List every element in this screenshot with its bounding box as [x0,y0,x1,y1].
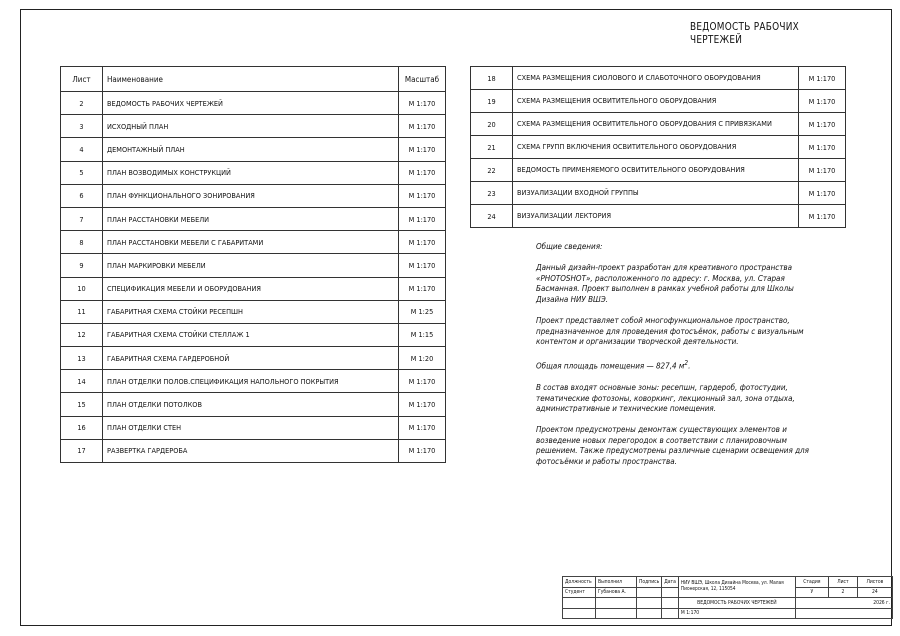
drawing-scale: М 1:170 [799,159,846,182]
sheet-number: 5 [61,161,103,184]
drawing-name: ПЛАН ВОЗВОДИМЫХ КОНСТРУКЦИЙ [103,161,399,184]
table-row [61,393,446,416]
area-suffix: . [688,361,691,371]
stamp-h-position: Должность [563,577,596,588]
drawing-name: ИСХОДНЫЙ ПЛАН [103,115,399,138]
sheet-number: 6 [61,184,103,207]
table-row [471,182,846,205]
drawing-scale: М 1:170 [399,207,446,230]
drawing-name: ВИЗУАЛИЗАЦИИ ВХОДНОЙ ГРУППЫ [513,182,799,205]
sheet-number: 18 [471,67,513,90]
stamp-sheet: 2 [828,587,857,598]
drawing-scale: М 1:25 [399,300,446,323]
notes-heading: Общие сведения: [536,242,603,251]
sheet-number: 24 [471,205,513,228]
table-row [61,347,446,370]
stamp-cell [662,598,679,609]
drawing-scale: М 1:170 [799,113,846,136]
header-sheet: Лист [61,67,103,92]
notes-paragraph: В состав входят основные зоны: ресепшн, гардероб, фотостудии, тематические фотозоны, коворкинг, лекционный зал, зона отдыха, административные и технические помещения. [536,383,795,414]
drawing-scale: М 1:170 [399,370,446,393]
table-row [61,323,446,346]
sheet-number: 16 [61,416,103,439]
sheet-title: ВЕДОМОСТЬ РАБОЧИХ ЧЕРТЕЖЕЙ [690,20,800,46]
header-name: Наименование [103,67,399,92]
title-block [562,576,893,619]
drawing-name: СХЕМА ГРУПП ВКЛЮЧЕНИЯ ОСВИТИТЕЛЬНОГО ОБОРУДОВАНИЯ [513,136,799,159]
sheet-number: 9 [61,254,103,277]
sheet-number: 7 [61,207,103,230]
sheet-number: 15 [61,393,103,416]
table-row [471,136,846,159]
drawing-scale: М 1:170 [399,161,446,184]
sheet-number: 19 [471,90,513,113]
drawing-name: СХЕМА РАЗМЕЩЕНИЯ ОСВИТИТЕЛЬНОГО ОБОРУДОВАНИЯ [513,90,799,113]
sheet-number: 4 [61,138,103,161]
table-row [61,184,446,207]
stamp-stage: У [795,587,828,598]
stamp-cell [563,608,596,619]
drawing-name: ПЛАН ФУНКЦИОНАЛЬНОГО ЗОНИРОВАНИЯ [103,184,399,207]
sheet-number: 11 [61,300,103,323]
stamp-scale: М 1:170 [678,608,795,619]
drawing-name: ГАБАРИТНАЯ СХЕМА ГАРДЕРОБНОЙ [103,347,399,370]
sheet-number: 20 [471,113,513,136]
area-unit-sup: 2 [684,359,689,368]
stamp-year: 2026 г. [795,598,892,609]
drawing-name: СХЕМА РАЗМЕЩЕНИЯ ОСВИТИТЕЛЬНОГО ОБОРУДОВАНИЯ С ПРИВЯЗКАМИ [513,113,799,136]
drawing-scale: М 1:170 [399,277,446,300]
sheet-number: 17 [61,439,103,462]
drawings-register-right [470,66,846,228]
table-header [61,67,446,92]
drawing-name: ПЛАН РАССТАНОВКИ МЕБЕЛИ [103,207,399,230]
stamp-h-date: Дата [662,577,679,588]
stamp-sheets: 24 [857,587,892,598]
stamp-h-stage: Стадия [795,577,828,588]
stamp-role: Студент [563,587,596,598]
table-row [61,92,446,115]
drawing-name: ПЛАН ОТДЕЛКИ ПОЛОВ.СПЕЦИФИКАЦИЯ НАПОЛЬНОГО ПОКРЫТИЯ [103,370,399,393]
drawing-name: ПЛАН ОТДЕЛКИ СТЕН [103,416,399,439]
area-text: Общая площадь помещения — 827,4 м [536,361,685,371]
table-row [61,416,446,439]
drawing-scale: М 1:170 [399,393,446,416]
table-row [61,439,446,462]
stamp-h-done: Выполнил [596,577,637,588]
drawing-name: ГАБАРИТНАЯ СХЕМА СТОЙКИ РЕСЕПШН [103,300,399,323]
stamp-signature [637,587,662,598]
notes-paragraph: Проект представляет собой многофункциональное пространство, предназначенное для проведения фотосъёмок, работы с визуальным контентом и организации творческой деятельности. [536,315,804,347]
drawing-scale: М 1:170 [799,67,846,90]
stamp-date [662,587,679,598]
drawing-scale: М 1:170 [399,231,446,254]
table-row [471,113,846,136]
drawing-name: РАЗВЕРТКА ГАРДЕРОБА [103,439,399,462]
stamp-h-sign: Подпись [637,577,662,588]
stamp-cell [563,598,596,609]
table-row [61,277,446,300]
sheet-number: 3 [61,115,103,138]
table-row [471,159,846,182]
drawing-name: ВЕДОМОСТЬ ПРИМЕНЯЕМОГО ОСВИТИТЕЛЬНОГО ОБОРУДОВАНИЯ [513,159,799,182]
drawing-name: СХЕМА РАЗМЕЩЕНИЯ СИОЛОВОГО И СЛАБОТОЧНОГО ОБОРУДОВАНИЯ [513,67,799,90]
drawing-scale: М 1:170 [399,416,446,439]
table-row [61,254,446,277]
table-row [61,161,446,184]
drawing-scale: М 1:170 [399,439,446,462]
stamp-h-sheet: Лист [828,577,857,588]
drawing-name: ГАБАРИТНАЯ СХЕМА СТОЙКИ СТЕЛЛАЖ 1 [103,323,399,346]
table-row [61,207,446,230]
stamp-cell [795,608,892,619]
drawing-scale: М 1:170 [399,254,446,277]
general-notes [536,242,816,478]
stamp-cell [596,608,637,619]
stamp-cell [662,608,679,619]
drawing-name: СПЕЦИФИКАЦИЯ МЕБЕЛИ И ОБОРУДОВАНИЯ [103,277,399,300]
table-row [61,370,446,393]
table-row [471,205,846,228]
drawing-scale: М 1:20 [399,347,446,370]
stamp-drawing-title: ВЕДОМОСТЬ РАБОЧИХ ЧЕРТЕЖЕЙ [678,598,795,609]
notes-area [536,358,816,372]
sheet-number: 23 [471,182,513,205]
sheet-number: 2 [61,92,103,115]
drawing-name: ПЛАН МАРКИРОВКИ МЕБЕЛИ [103,254,399,277]
sheet-number: 10 [61,277,103,300]
stamp-author: Губанова А. [596,587,637,598]
notes-paragraph: Данный дизайн-проект разработан для креативного пространства «PHOTOSHOT», расположенного по адресу: г. Москва, ул. Старая Басманная. Проект выполнен в рамках учебной работы для Школы Дизайна НИУ ВШЭ. [536,263,794,304]
table-row [61,300,446,323]
stamp-cell [596,598,637,609]
table-row [61,231,446,254]
header-scale: Масштаб [399,67,446,92]
table-row [471,90,846,113]
sheet-number: 14 [61,370,103,393]
drawing-scale: М 1:170 [799,182,846,205]
drawing-scale: М 1:170 [399,92,446,115]
drawing-name: ВЕДОМОСТЬ РАБОЧИХ ЧЕРТЕЖЕЙ [103,92,399,115]
drawing-scale: М 1:170 [399,138,446,161]
stamp-h-sheets: Листов [857,577,892,588]
stamp-org: НИУ ВШЭ, Школа Дизайна Москва, ул. Малая Пионерская, 12, 115054 [678,577,795,598]
drawing-name: ПЛАН РАССТАНОВКИ МЕБЕЛИ С ГАБАРИТАМИ [103,231,399,254]
drawing-scale: М 1:170 [799,136,846,159]
table-row [471,67,846,90]
sheet-number: 12 [61,323,103,346]
drawing-scale: М 1:170 [399,184,446,207]
sheet-number: 13 [61,347,103,370]
drawing-scale: М 1:170 [799,90,846,113]
sheet-number: 22 [471,159,513,182]
drawing-name: ПЛАН ОТДЕЛКИ ПОТОЛКОВ [103,393,399,416]
sheet-number: 21 [471,136,513,159]
stamp-cell [637,608,662,619]
table-row [61,138,446,161]
table-row [61,115,446,138]
drawing-scale: М 1:170 [399,115,446,138]
sheet-number: 8 [61,231,103,254]
drawing-name: ДЕМОНТАЖНЫЙ ПЛАН [103,138,399,161]
drawing-name: ВИЗУАЛИЗАЦИИ ЛЕКТОРИЯ [513,205,799,228]
drawings-register-left [60,66,446,463]
drawing-scale: М 1:170 [799,205,846,228]
notes-paragraph: Проектом предусмотрены демонтаж существующих элементов и возведение новых перегородок в соответствии с планировочным решением. Также предусмотрены различные сценарии освещения для фотосъёмки и работы пространства. [536,425,809,467]
drawing-scale: М 1:15 [399,323,446,346]
stamp-cell [637,598,662,609]
